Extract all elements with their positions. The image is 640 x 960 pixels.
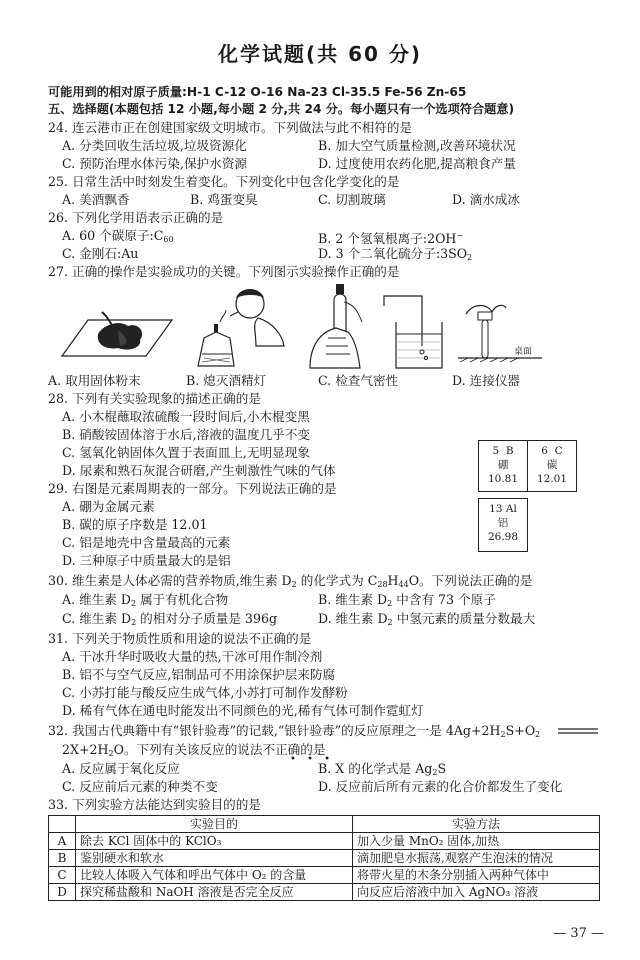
- q30-stem: 30. 维生素是人体必需的营养物质,维生素 $D_2$ 的化学式为 $C_{28}H_{44}O$。下列说法正确的是: [48, 573, 533, 589]
- q27-option-c: C. 检查气密性: [318, 373, 399, 388]
- q24-stem: 24. 连云港市正在创建国家级文明城市。下列做法与此不相符的是: [48, 120, 413, 135]
- q27-option-b: B. 熄灭酒精灯: [186, 373, 267, 388]
- figure-c-beaker: [382, 282, 452, 374]
- element-cell-carbon: 6 C 碳 12.01: [527, 440, 577, 492]
- q32-option-c: C. 反应前后元素的种类不变: [62, 779, 218, 794]
- q25-option-b: B. 鸡蛋变臭: [190, 192, 258, 207]
- row-label: C: [49, 867, 76, 884]
- q32-stem-line2: $2X+2H_2O$。下列有关该反应的说法不正确的是: [62, 742, 326, 758]
- q32-stem-line1: 32. 我国古代典籍中有“银针验毒”的记载,“银针验毒”的反应原理之一是 $4Ag+2H_2S+O_2$: [48, 723, 541, 739]
- q31-option-d: D. 稀有气体在通电时能发出不同颜色的光,稀有气体可制作霓虹灯: [62, 703, 424, 718]
- table-row: [49, 850, 600, 867]
- element-cell-boron: 5 B 硼 10.81: [478, 440, 528, 492]
- method-cell: 滴加肥皂水振荡,观察产生泡沫的情况: [353, 850, 600, 867]
- q27-option-d: D. 连接仪器: [452, 373, 521, 388]
- q24-option-d: D. 过度使用农药化肥,提高粮食产量: [318, 156, 516, 171]
- q26-option-b: B. 2 个氢氧根离子:2OH−: [318, 231, 464, 247]
- section-heading: 五、选择题(本题包括 12 小题,每小题 2 分,共 24 分。每小题只有一个选项符合题意): [48, 102, 515, 116]
- purpose-cell: 探究稀盐酸和 NaOH 溶液是否完全反应: [76, 884, 353, 901]
- table-row: [49, 867, 600, 884]
- q26-option-d: D. 3 个二氧化硫分子$:3SO_2$: [318, 246, 473, 262]
- figure-d-connect: [456, 282, 546, 374]
- q26-option-a: A. 60 个碳原子$:C_{60}$: [62, 228, 174, 244]
- q30-option-d: D. 维生素 $D_2$ 中氢元素的质量分数最大: [318, 611, 536, 627]
- q24-option-b: B. 加大空气质量检测,改善环境状况: [318, 138, 516, 153]
- page-number: — 37 —: [553, 926, 604, 941]
- q33-stem: 33. 下列实验方法能达到实验目的的是: [48, 797, 261, 812]
- q24-option-a: A. 分类回收生活垃圾,垃圾资源化: [62, 138, 247, 153]
- element-cell-aluminum: 13 Al 铝 26.98: [478, 498, 528, 552]
- q31-stem: 31. 下列关于物质性质和用途的说法不正确的是: [48, 631, 312, 646]
- page-title: 化学试题(共 60 分): [217, 42, 423, 66]
- method-cell: 将带火星的木条分别插入两种气体中: [353, 867, 600, 884]
- header-cell: 实验方法: [353, 816, 600, 833]
- method-cell: 向反应后溶液中加入 AgNO₃ 溶液: [353, 884, 600, 901]
- q26-option-c: C. 金刚石:Au: [62, 246, 139, 261]
- q24-option-c: C. 预防治理水体污染,保护水资源: [62, 156, 247, 171]
- q28-option-c: C. 氢氧化钠固体久置于表面皿上,无明显现象: [62, 445, 310, 460]
- figure-a-powder: [58, 286, 176, 372]
- table-header-row: [49, 816, 600, 833]
- q26-stem: 26. 下列化学用语表示正确的是: [48, 210, 224, 225]
- reaction-equals-sign: [558, 727, 598, 735]
- q31-option-c: C. 小苏打能与酸反应生成气体,小苏打可制作发酵粉: [62, 685, 348, 700]
- q28-option-b: B. 硝酸铵固体溶于水后,溶液的温度几乎不变: [62, 427, 310, 442]
- q28-option-d: D. 尿素和熟石灰混合研磨,产生刺激性气味的气体: [62, 463, 336, 478]
- q29-option-c: C. 铝是地壳中含量最高的元素: [62, 535, 231, 550]
- q29-option-d: D. 三种原子中质量最大的是铝: [62, 553, 231, 568]
- q31-option-b: B. 铝不与空气反应,铝制品可不用涂保护层来防腐: [62, 667, 336, 682]
- table-row: [49, 884, 600, 901]
- q31-option-a: A. 干冰升华时吸收大量的热,干冰可用作制冷剂: [62, 649, 323, 664]
- q30-option-b: B. 维生素 $D_2$ 中含有 73 个原子: [318, 592, 496, 608]
- q30-option-c: C. 维生素 $D_2$ 的相对分子质量是 396g: [62, 611, 278, 627]
- q32-option-b: B. X 的化学式是 $Ag_2S$: [318, 761, 447, 777]
- figure-b-alcohol-lamp: [186, 282, 296, 374]
- q25-option-c: C. 切割玻璃: [318, 192, 386, 207]
- row-label: A: [49, 833, 76, 850]
- q28-option-a: A. 小木棍蘸取浓硫酸一段时间后,小木棍变黑: [62, 409, 310, 424]
- emphasis-dots: • • •: [290, 754, 335, 765]
- atomic-masses: 可能用到的相对原子质量:H-1 C-12 O-16 Na-23 Cl-35.5 Fe-56 Zn-65: [48, 85, 467, 99]
- q29-stem: 29. 右图是元素周期表的一部分。下列说法正确的是: [48, 481, 337, 496]
- q30-option-a: A. 维生素 $D_2$ 属于有机化合物: [62, 592, 229, 608]
- purpose-cell: 比较人体吸入气体和呼出气体中 O₂ 的含量: [76, 867, 353, 884]
- desk-label: 桌面: [514, 347, 533, 357]
- method-cell: 加入少量 MnO₂ 固体,加热: [353, 833, 600, 850]
- row-label: B: [49, 850, 76, 867]
- purpose-cell: 除去 KCl 固体中的 KClO₃: [76, 833, 353, 850]
- q32-option-a: A. 反应属于氧化反应: [62, 761, 180, 776]
- q32-option-d: D. 反应前后所有元素的化合价都发生了变化: [318, 779, 563, 794]
- table-row: [49, 833, 600, 850]
- q29-option-b: B. 碳的原子序数是 12.01: [62, 517, 208, 532]
- q25-option-d: D. 滴水成冰: [452, 192, 521, 207]
- q27-option-a: A. 取用固体粉末: [48, 373, 141, 388]
- figure-c-airtightness: [306, 282, 382, 374]
- q25-stem: 25. 日常生活中时刻发生着变化。下列变化中包含化学变化的是: [48, 174, 400, 189]
- header-cell: 实验目的: [76, 816, 353, 833]
- row-label: D: [49, 884, 76, 901]
- q29-option-a: A. 硼为金属元素: [62, 499, 155, 514]
- experiment-table: [48, 815, 600, 901]
- purpose-cell: 鉴别硬水和软水: [76, 850, 353, 867]
- q25-option-a: A. 美酒飘香: [62, 192, 130, 207]
- q28-stem: 28. 下列有关实验现象的描述正确的是: [48, 391, 261, 406]
- q27-stem: 27. 正确的操作是实验成功的关键。下列图示实验操作正确的是: [48, 264, 400, 279]
- header-cell: [49, 816, 76, 833]
